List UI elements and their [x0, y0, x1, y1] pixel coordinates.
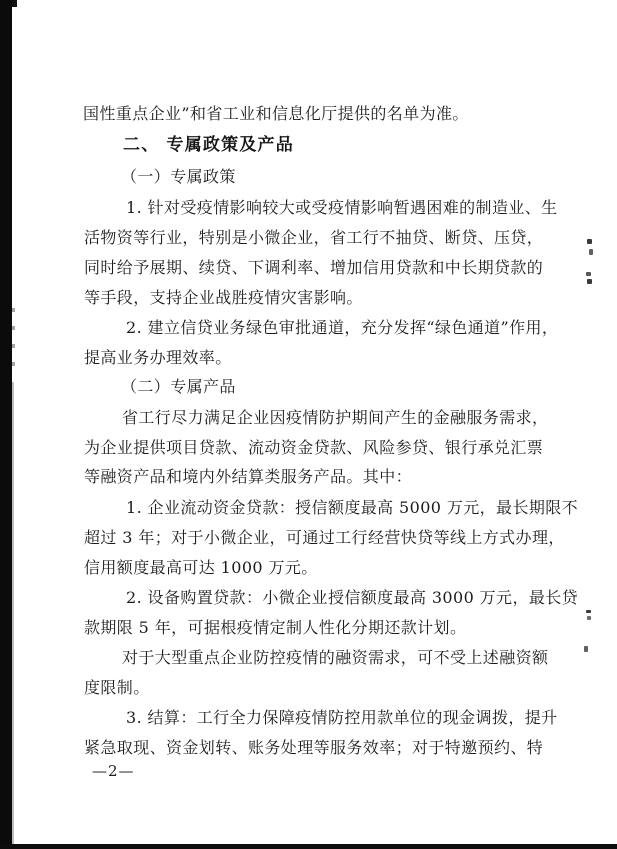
scan-artifact: [586, 272, 591, 276]
body-line: 款期限 5 年，可据根疫情定制人性化分期还款计划。: [84, 618, 467, 637]
scan-artifact: [12, 362, 15, 366]
scan-artifact: [587, 616, 591, 620]
subsection-heading: （一）专属政策: [121, 167, 236, 186]
body-line: 等手段，支持企业战胜疫情灾害影响。: [84, 288, 363, 307]
scan-artifact: [12, 326, 15, 330]
body-line: 为企业提供项目贷款、流动资金贷款、风险参贷、银行承兑汇票: [84, 438, 544, 457]
scan-edge-bottom: [0, 844, 617, 849]
body-line: 超过 3 年；对于小微企业，可通过工行经营快贷等线上方式办理，: [84, 528, 565, 547]
section-heading: 二、 专属政策及产品: [123, 135, 294, 155]
body-line: 国性重点企业”和省工业和信息化厅提供的名单为准。: [83, 104, 469, 123]
body-line: 提高业务办理效率。: [84, 348, 232, 367]
body-line: 1. 针对受疫情影响较大或受疫情影响暂遇困难的制造业、生: [126, 198, 558, 217]
body-line: 信用额度最高可达 1000 万元。: [84, 558, 318, 577]
body-line: 省工行尽力满足企业因疫情防护期间产生的金融服务需求，: [122, 408, 549, 427]
scan-artifact: [12, 0, 17, 7]
body-line: 对于大型重点企业防控疫情的融资需求，可不受上述融资额: [122, 648, 549, 667]
body-line: 同时给予展期、续贷、下调利率、增加信用贷款和中长期贷款的: [84, 258, 544, 277]
scan-artifact: [584, 646, 588, 652]
scan-edge-left: [0, 0, 12, 849]
body-line: 1. 企业流动资金贷款：授信额度最高 5000 万元，最长期限不: [126, 498, 579, 517]
scan-artifact: [586, 610, 591, 613]
page-number: —2—: [92, 762, 135, 780]
scan-artifact: [587, 239, 592, 244]
subsection-heading: （二）专属产品: [121, 377, 236, 396]
body-line: 活物资等行业，特别是小微企业，省工行不抽贷、断贷、压贷，: [84, 228, 544, 247]
scan-artifact: [589, 249, 593, 255]
body-line: 紧急取现、资金划转、账务处理等服务效率；对于特邀预约、特: [84, 738, 544, 757]
scan-edge-left-shadow: [12, 382, 14, 849]
scan-artifact: [12, 308, 15, 312]
body-line: 度限制。: [84, 678, 150, 697]
body-line: 2. 建立信贷业务绿色审批通道，充分发挥“绿色通道”作用，: [126, 318, 559, 337]
body-line: 等融资产品和境内外结算类服务产品。其中：: [84, 467, 413, 486]
body-line: 2. 设备购置贷款：小微企业授信额度最高 3000 万元，最长贷: [126, 588, 579, 607]
scan-artifact: [587, 279, 592, 284]
scan-artifact: [12, 344, 15, 348]
body-line: 3. 结算：工行全力保障疫情防控用款单位的现金调拨，提升: [126, 708, 558, 727]
